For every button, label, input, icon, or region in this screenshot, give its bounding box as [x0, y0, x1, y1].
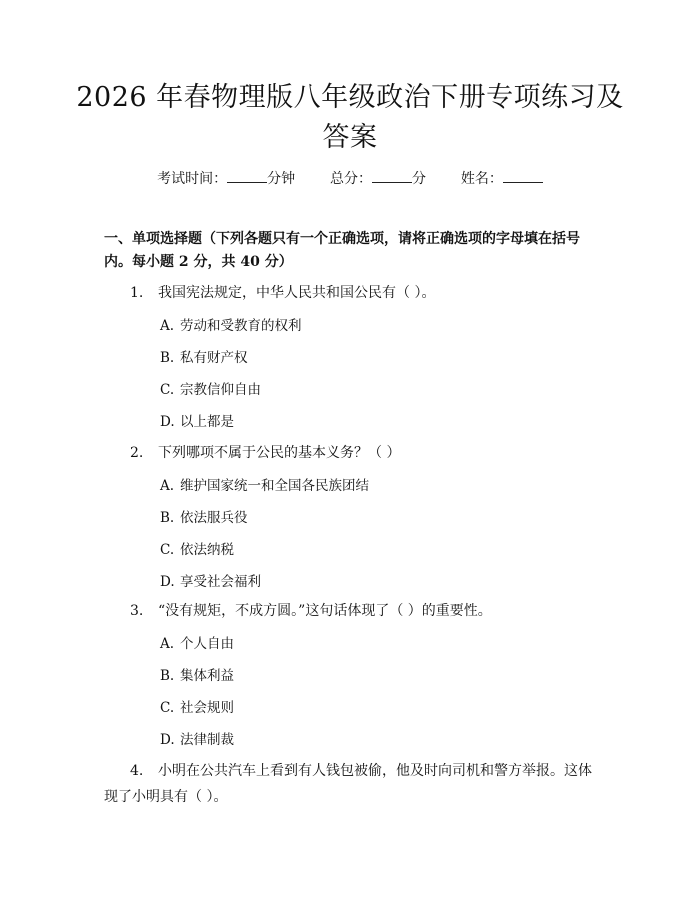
option-text: 宗教信仰自由 — [180, 382, 261, 398]
option-text: 依法纳税 — [180, 542, 234, 558]
score-unit: 分 — [412, 171, 426, 187]
question-text: 小明在公共汽车上看到有人钱包被偷，他及时向司机和警方举报。这体现了小明具有（ ）。 — [104, 763, 592, 805]
option-2a — [160, 474, 369, 494]
option-2b — [160, 506, 248, 526]
option-letter: B. — [160, 350, 175, 366]
name-label: 姓名： — [460, 171, 503, 187]
question-4 — [104, 758, 592, 810]
question-text: 我国宪法规定，中华人民共和国公民有（ ）。 — [158, 285, 436, 301]
option-3b — [160, 664, 234, 684]
time-blank — [227, 170, 267, 183]
option-letter: A. — [160, 318, 175, 334]
question-number: 3. — [130, 603, 144, 619]
question-number: 4. — [130, 763, 144, 779]
question-2 — [130, 442, 400, 462]
question-text: “没有规矩，不成方圆。”这句话体现了（ ）的重要性。 — [158, 603, 492, 619]
option-text: 依法服兵役 — [180, 510, 248, 526]
option-1d — [160, 410, 234, 430]
option-text: 社会规则 — [180, 700, 234, 716]
exam-meta — [0, 168, 700, 188]
question-text: 下列哪项不属于公民的基本义务？（ ） — [158, 445, 401, 461]
section-heading: 一、单项选择题（下列各题只有一个正确选项，请将正确选项的字母填在括号内。每小题 2 分，共 40 分） — [104, 231, 580, 270]
time-unit: 分钟 — [267, 171, 296, 187]
option-2d — [160, 570, 261, 590]
option-letter: D. — [160, 732, 175, 748]
time-label: 考试时间： — [157, 171, 228, 187]
option-text: 劳动和受教育的权利 — [180, 318, 302, 334]
score-label: 总分： — [330, 171, 372, 187]
document-title — [70, 78, 630, 158]
option-text: 法律制裁 — [180, 732, 234, 748]
option-letter: C. — [160, 542, 175, 558]
option-3c — [160, 696, 234, 716]
option-text: 以上都是 — [180, 414, 234, 430]
option-letter: B. — [160, 510, 175, 526]
question-1 — [130, 282, 435, 302]
option-letter: C. — [160, 700, 175, 716]
name-blank — [503, 170, 543, 183]
question-number: 2. — [130, 445, 144, 461]
option-letter: A. — [160, 636, 175, 652]
question-number: 1. — [130, 285, 144, 301]
option-1c — [160, 378, 261, 398]
option-1a — [160, 314, 302, 334]
option-text: 个人自由 — [180, 636, 234, 652]
option-text: 私有财产权 — [180, 350, 248, 366]
option-letter: D. — [160, 574, 175, 590]
option-3d — [160, 728, 234, 748]
score-blank — [372, 170, 412, 183]
option-letter: B. — [160, 668, 175, 684]
option-letter: D. — [160, 414, 175, 430]
option-letter: A. — [160, 478, 175, 494]
option-3a — [160, 632, 234, 652]
option-letter: C. — [160, 382, 175, 398]
option-text: 集体利益 — [180, 668, 234, 684]
title-line-2: 答案 — [322, 122, 378, 153]
question-3 — [130, 600, 492, 620]
option-2c — [160, 538, 234, 558]
title-line-1: 2026 年春物理版八年级政治下册专项练习及 — [76, 82, 624, 113]
option-text: 享受社会福利 — [180, 574, 261, 590]
option-1b — [160, 346, 248, 366]
option-text: 维护国家统一和全国各民族团结 — [180, 478, 369, 494]
